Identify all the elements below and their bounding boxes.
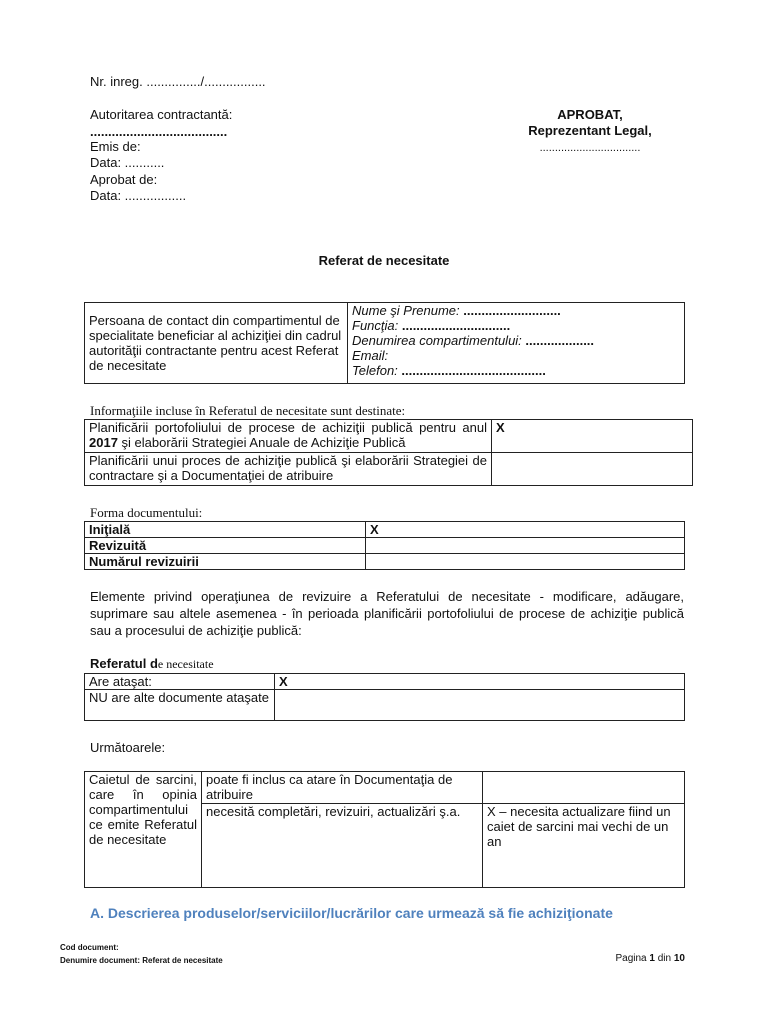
info-row-procedure-mark — [492, 453, 693, 486]
footer-document-code: Cod document: — [60, 943, 119, 952]
issued-date: Data: ........... — [90, 155, 165, 170]
following-label: Următoarele: — [90, 740, 166, 755]
referat-heading: Referatul de necesitate — [90, 656, 214, 671]
attachments-row-none-mark — [275, 690, 685, 721]
contact-name-field: Nume şi Prenume: ........................... — [352, 303, 561, 318]
contracting-authority-label: Autoritarea contractantă: — [90, 107, 233, 122]
attachments-row-attached-mark: X — [275, 674, 685, 690]
registration-number: Nr. inreg. .............../................. — [90, 74, 266, 89]
revision-paragraph: Elemente privind operaţiunea de revizuire a Referatului de necesitate - modificare, adăugare, suprimare sau altele asemenea - în perioada planificării portofoliului de procese de achiziţie publică sau a procesului de achiziţie publică: — [90, 589, 684, 638]
legal-representative: Reprezentant Legal, — [528, 123, 652, 138]
footer-page-number: Pagina 1 din 10 — [615, 953, 685, 964]
specifications-description: Caietul de sarcini, care în opinia compartimentului ce emite Referatul de necesitate — [85, 772, 202, 888]
contact-phone-field: Telefon: ........................................ — [352, 363, 546, 378]
attachments-row-none: NU are alte documente ataşate — [85, 690, 275, 721]
section-a-heading: A. Descrierea produselor/serviciilor/lucrărilor care urmează să fie achiziţionate — [90, 905, 613, 921]
info-table — [84, 419, 693, 486]
info-row-portfolio-mark: X — [492, 420, 693, 453]
contact-department-field: Denumirea compartimentului: ................... — [352, 333, 595, 348]
contact-fields — [348, 303, 685, 384]
issued-by-label: Emis de: — [90, 139, 141, 154]
specifications-needs-update: necesită completări, revizuiri, actualizări ş.a. — [202, 804, 483, 888]
contact-function-field: Funcţia: .............................. — [352, 318, 511, 333]
attachments-table — [84, 673, 685, 721]
form-row-revision-number: Numărul revizuirii — [85, 554, 366, 570]
form-row-revised: Revizuită — [85, 538, 366, 554]
footer-document-name: Denumire document: Referat de necesitate — [60, 956, 223, 965]
form-row-revised-mark — [366, 538, 685, 554]
form-row-revision-number-mark — [366, 554, 685, 570]
approved-title: APROBAT, — [557, 107, 623, 122]
contact-description: Persoana de contact din compartimentul de specialitate beneficiar al achiziţiei din cadrul autorităţii contractante pentru acest Referat de necesitate — [85, 303, 348, 384]
contact-table — [84, 302, 685, 384]
form-heading: Forma documentului: — [90, 505, 203, 520]
contact-email-field: Email: — [352, 348, 389, 363]
contracting-authority-value: ...................................... — [90, 124, 228, 139]
approved-date: Data: ................. — [90, 188, 187, 203]
info-row-portfolio: Planificării portofoliului de procese de achiziţii publică pentru anul 2017 şi elaborării Strategiei Anuale de Achiziţie Publică — [85, 420, 492, 453]
attachments-row-attached: Are ataşat: — [85, 674, 275, 690]
form-row-initial-mark: X — [366, 522, 685, 538]
approved-by-label: Aprobat de: — [90, 172, 158, 187]
document-title: Referat de necesitate — [318, 253, 450, 268]
form-table — [84, 521, 685, 570]
info-heading: Informaţiile incluse în Referatul de necesitate sunt destinate: — [90, 403, 406, 418]
form-row-initial: Iniţială — [85, 522, 366, 538]
specifications-as-is-mark — [483, 772, 685, 804]
specifications-table — [84, 771, 685, 888]
specifications-as-is: poate fi inclus ca atare în Documentaţia de atribuire — [202, 772, 483, 804]
info-row-procedure: Planificării unui proces de achiziţie publică şi elaborării Strategiei de contractare şi a Documentaţiei de atribuire — [85, 453, 492, 486]
signature-line: ................................. — [539, 142, 641, 154]
specifications-needs-update-mark: X – necesita actualizare fiind un caiet de sarcini mai vechi de un an — [483, 804, 685, 888]
